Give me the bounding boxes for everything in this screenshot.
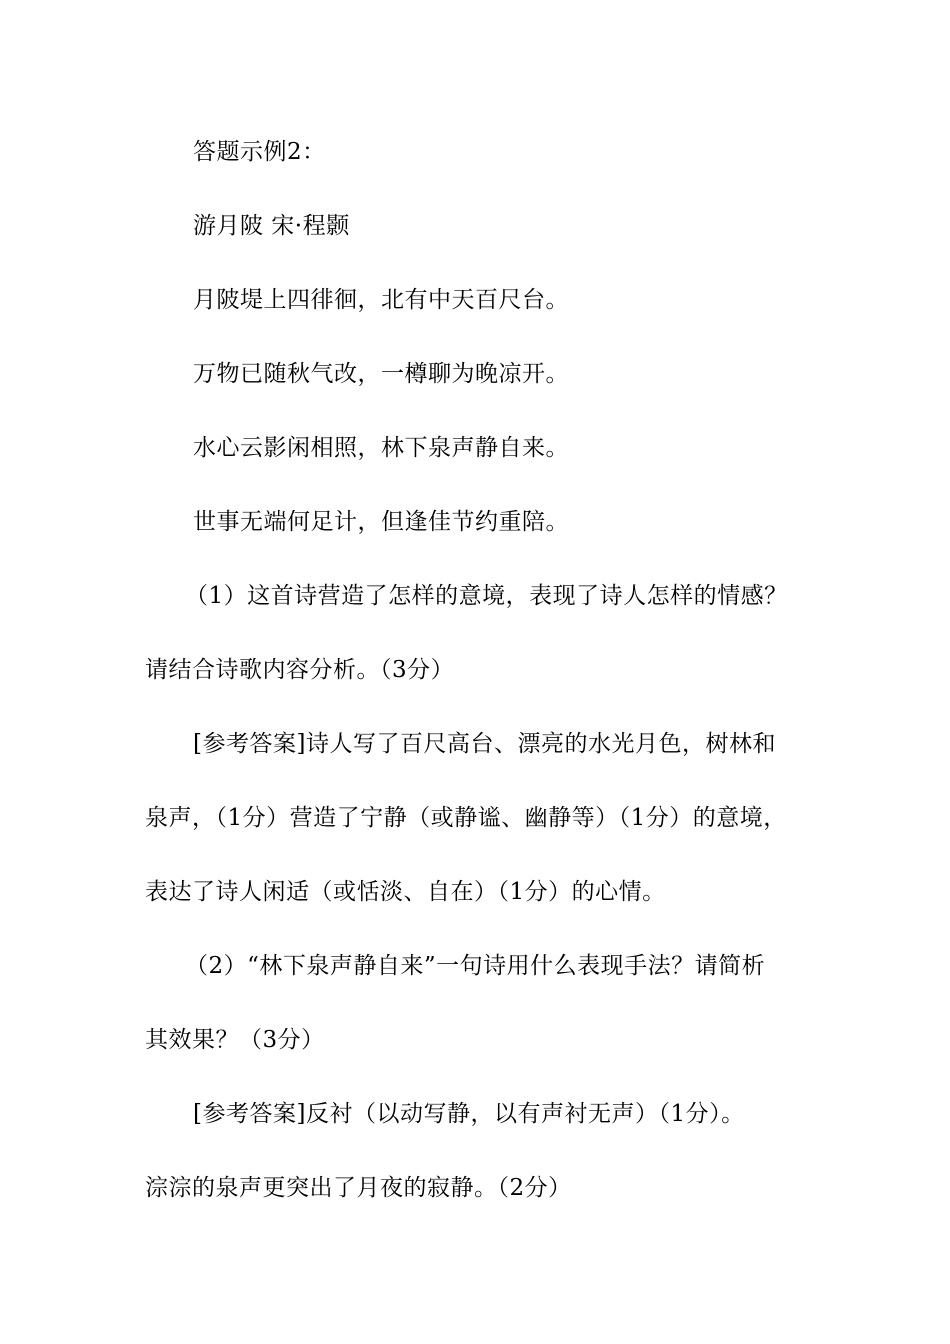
question-1-line-1: （1）这首诗营造了怎样的意境，表现了诗人怎样的情感？	[185, 583, 788, 609]
question-2-line-1: （2）“林下泉声静自来”一句诗用什么表现手法？请简析	[185, 953, 766, 979]
poem-title-author: 游月陂 宋·程颢	[193, 213, 350, 239]
answer-1-line-1: [参考答案]诗人写了百尺高台、漂亮的水光月色，树林和	[193, 731, 776, 757]
question-2-line-2: 其效果？（3分）	[145, 1027, 325, 1053]
example-heading: 答题示例2：	[193, 139, 326, 165]
poem-line-2: 万物已随秋气改，一樽聊为晚凉开。	[193, 361, 569, 387]
answer-1-line-3: 表达了诗人闲适（或恬淡、自在）（1分）的心情。	[145, 879, 666, 905]
poem-line-4: 世事无端何足计，但逢佳节约重陪。	[193, 509, 569, 535]
poem-line-3: 水心云影闲相照，林下泉声静自来。	[193, 435, 569, 461]
question-1-line-2: 请结合诗歌内容分析。（3分）	[145, 657, 455, 683]
answer-2-line-2: 淙淙的泉声更突出了月夜的寂静。（2分）	[145, 1175, 572, 1201]
answer-2-line-1: [参考答案]反衬（以动写静，以有声衬无声）（1分）。	[193, 1101, 745, 1127]
poem-line-1: 月陂堤上四徘徊，北有中天百尺台。	[193, 287, 569, 313]
answer-1-line-2: 泉声，（1分）营造了宁静（或静谧、幽静等）（1分）的意境，	[145, 805, 787, 831]
